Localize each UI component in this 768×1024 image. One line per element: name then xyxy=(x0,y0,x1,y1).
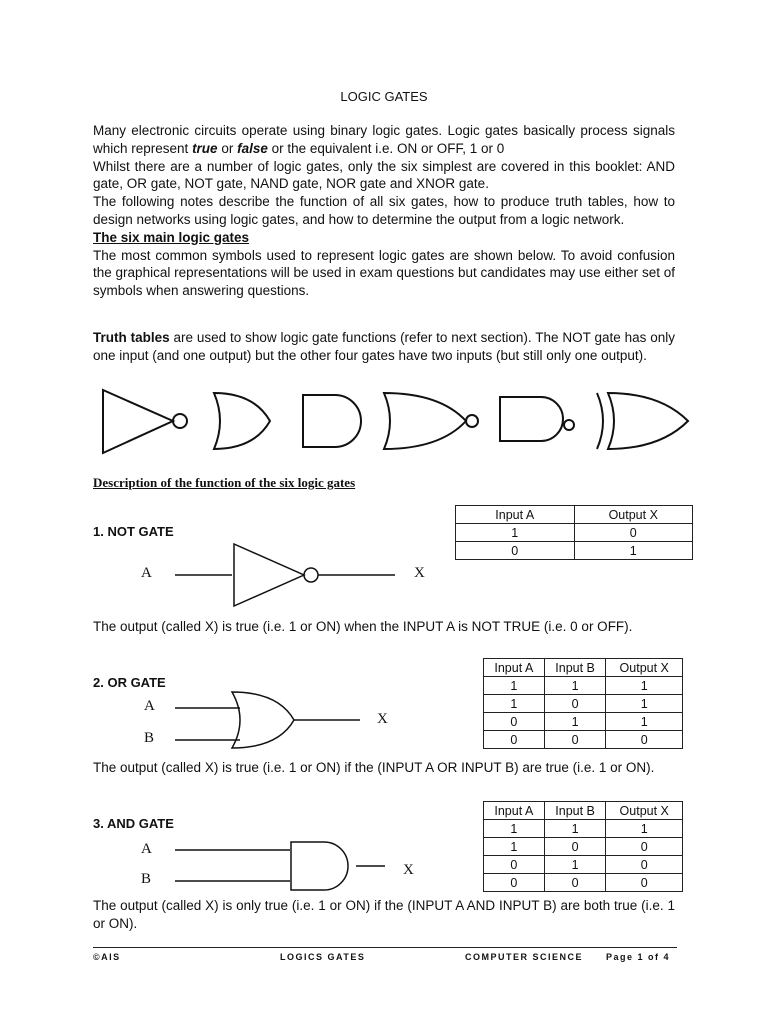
table-cell: 1 xyxy=(606,713,683,731)
table-cell: 0 xyxy=(544,838,606,856)
table-cell: 1 xyxy=(606,820,683,838)
header-output-x: Output X xyxy=(606,802,683,820)
intro-section xyxy=(93,122,675,300)
description-heading: Description of the function of the six logic gates xyxy=(93,475,356,490)
and-gate-title: 3. AND GATE xyxy=(93,816,174,831)
or-description: The output (called X) is true (i.e. 1 or ON) if the (INPUT A OR INPUT B) are true (i.e. 1 or ON). xyxy=(93,760,655,775)
table-row xyxy=(484,677,683,695)
truth-tables-bold: Truth tables xyxy=(93,330,170,345)
header-input-a: Input A xyxy=(484,802,545,820)
table-cell: 1 xyxy=(456,524,575,542)
table-row xyxy=(484,874,683,892)
nor-gate-icon xyxy=(384,393,478,449)
table-row xyxy=(484,731,683,749)
not-gate-diagram xyxy=(170,540,470,610)
and-input-a-label: A xyxy=(141,841,152,857)
table-row xyxy=(484,695,683,713)
or-gate-diagram xyxy=(170,688,370,748)
table-cell: 0 xyxy=(574,524,693,542)
not-gate-icon xyxy=(103,390,187,453)
and-gate-icon xyxy=(291,842,348,890)
table-cell: 1 xyxy=(574,542,693,560)
and-gate-diagram xyxy=(170,838,400,898)
not-truth-table xyxy=(455,505,693,560)
footer-org: ©AIS xyxy=(93,952,121,962)
table-header-row xyxy=(484,802,683,820)
header-input-b: Input B xyxy=(544,659,606,677)
table-row xyxy=(456,524,693,542)
header-output-x: Output X xyxy=(606,659,683,677)
table-cell: 1 xyxy=(484,677,545,695)
or-input-b-label: B xyxy=(144,730,155,746)
or-gate-icon xyxy=(214,393,270,449)
table-cell: 0 xyxy=(606,856,683,874)
table-header-row xyxy=(484,659,683,677)
header-input-a: Input A xyxy=(456,506,575,524)
footer-doc-title: LOGICS GATES xyxy=(280,952,366,962)
table-cell: 1 xyxy=(606,677,683,695)
header-output-x: Output X xyxy=(574,506,693,524)
table-row xyxy=(456,542,693,560)
intro-paragraph-2: Whilst there are a number of logic gates, only the six simplest are covered in this booklet: AND gate, OR gate, NOT gate, NAND gate, NOR gate and XNOR gate. xyxy=(93,158,675,192)
table-cell: 1 xyxy=(544,820,606,838)
nand-gate-icon xyxy=(500,397,574,441)
and-output-x-label: X xyxy=(403,862,414,878)
table-row xyxy=(484,820,683,838)
table-row xyxy=(484,713,683,731)
intro-text: Many electronic circuits operate using binary logic gates. Logic gates basically process signals which represent xyxy=(93,123,675,156)
table-cell: 0 xyxy=(544,731,606,749)
truth-tables-paragraph xyxy=(93,329,675,365)
table-cell: 0 xyxy=(484,874,545,892)
intro-paragraph-3: The following notes describe the function of all six gates, how to produce truth tables, how to design networks using logic gates, and how to determine the output from a logic network. xyxy=(93,194,675,227)
table-cell: 1 xyxy=(484,695,545,713)
table-cell: 0 xyxy=(456,542,575,560)
true-word: true xyxy=(192,140,218,156)
table-row xyxy=(484,838,683,856)
table-cell: 0 xyxy=(484,731,545,749)
table-cell: 1 xyxy=(544,677,606,695)
table-row xyxy=(484,856,683,874)
and-input-b-label: B xyxy=(141,871,152,887)
table-cell: 1 xyxy=(544,713,606,731)
footer-divider xyxy=(93,947,677,948)
or-input-a-label: A xyxy=(144,698,155,714)
header-input-b: Input B xyxy=(544,802,606,820)
truth-tables-rest: are used to show logic gate functions (refer to next section). The NOT gate has only one input (and one output) but the other four gates have two inputs (but still only one output). xyxy=(93,330,675,363)
intro-text-end: or the equivalent i.e. ON or OFF, 1 or 0 xyxy=(267,140,505,156)
and-gate-icon xyxy=(303,395,361,447)
not-description: The output (called X) is true (i.e. 1 or ON) when the INPUT A is NOT TRUE (i.e. 0 or OFF). xyxy=(93,619,633,634)
not-output-x-label: X xyxy=(414,565,425,581)
table-cell: 0 xyxy=(606,874,683,892)
six-main-text: The most common symbols used to represent logic gates are shown below. To avoid confusion the graphical representations will be used in exam questions but candidates may use either set of symbols when answering questions. xyxy=(93,247,675,299)
not-input-a-label: A xyxy=(141,565,152,581)
or-word: or xyxy=(217,140,238,156)
table-cell: 1 xyxy=(606,695,683,713)
table-cell: 1 xyxy=(484,838,545,856)
table-cell: 1 xyxy=(544,856,606,874)
six-main-heading: The six main logic gates xyxy=(93,229,250,245)
or-gate-icon xyxy=(232,692,294,748)
table-cell: 0 xyxy=(484,713,545,731)
table-cell: 0 xyxy=(606,731,683,749)
footer-subject: COMPUTER SCIENCE xyxy=(465,952,584,962)
table-cell: 0 xyxy=(606,838,683,856)
page-title: LOGIC GATES xyxy=(340,89,428,104)
or-output-x-label: X xyxy=(377,711,388,727)
or-truth-table xyxy=(483,658,683,749)
table-header-row xyxy=(456,506,693,524)
gate-symbols-row xyxy=(0,385,768,465)
footer-page-number: Page 1 of 4 xyxy=(606,952,671,962)
and-truth-table xyxy=(483,801,683,892)
not-gate-icon xyxy=(234,544,304,606)
header-input-a: Input A xyxy=(484,659,545,677)
intro-paragraph-1 xyxy=(93,122,675,158)
table-cell: 1 xyxy=(484,820,545,838)
false-word: false xyxy=(237,140,268,156)
table-cell: 0 xyxy=(544,695,606,713)
xor-gate-icon xyxy=(597,393,688,449)
and-description: The output (called X) is only true (i.e. 1 or ON) if the (INPUT A AND INPUT B) are both true (i.e. 1 or ON). xyxy=(93,898,675,931)
table-cell: 0 xyxy=(544,874,606,892)
not-gate-title: 1. NOT GATE xyxy=(93,524,174,539)
table-cell: 0 xyxy=(484,856,545,874)
or-gate-title: 2. OR GATE xyxy=(93,675,166,690)
